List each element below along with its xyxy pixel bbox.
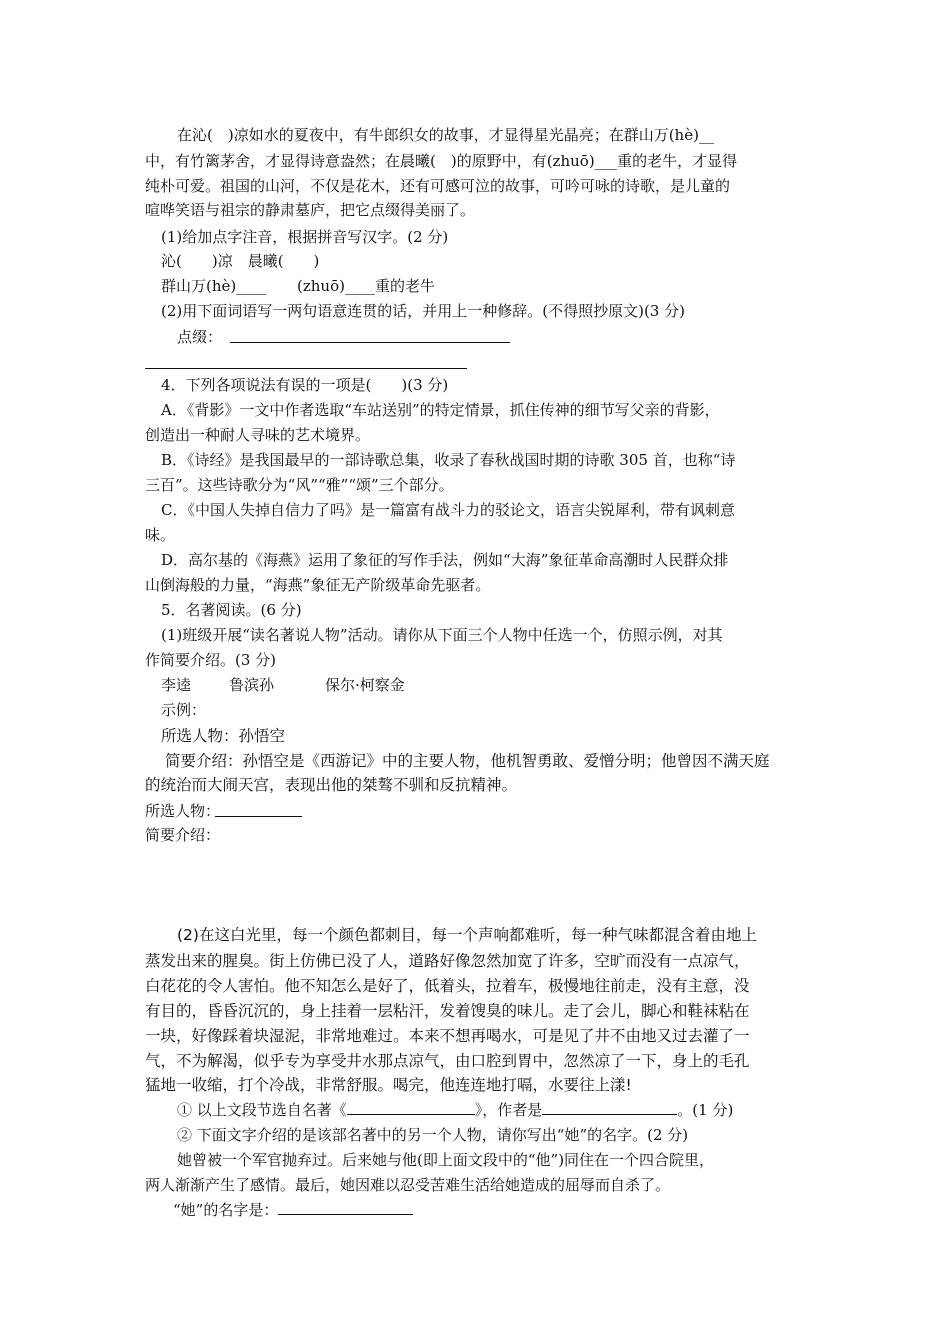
her-description-cont: 两人渐渐产生了感情。最后，她因难以忍受苦难生活给她造成的屈辱而自杀了。 [145, 1176, 671, 1194]
book-title-blank[interactable] [347, 1100, 475, 1115]
q5-title: 5．名著阅读。(6 分) [161, 601, 302, 619]
character-option: 鲁滨孙 [229, 676, 275, 694]
example-intro-cont: 的统治而大闹天宫，表现出他的桀骜不驯和反抗精神。 [145, 776, 518, 794]
example-intro: 简要介绍：孙悟空是《西游记》中的主要人物，他机智勇敢、爱憎分明；他曾因不满天庭 [165, 752, 770, 770]
q4-option-b: B．《诗经》是我国最早的一部诗歌总集，收录了春秋战国时期的诗歌 305 首，也称“诗 [161, 451, 736, 469]
passage-line: 喧哗笑语与祖宗的静肃墓庐，把它点缀得美丽了。 [145, 201, 476, 219]
q5-2-b: ② 下面文字介绍的是该部名著中的另一个人物，请你写出“她”的名字。(2 分) [177, 1126, 689, 1144]
q5-2-a [177, 1100, 733, 1120]
q4-option-a-cont: 创造出一种耐人寻味的艺术境界。 [145, 426, 371, 444]
q4-option-d-cont: 山倒海般的力量，“海燕”象征无产阶级革命先驱者。 [145, 576, 491, 594]
passage-line: 中，有竹篱茅舍，才显得诗意盎然；在晨曦( )的原野中，有(zhuō)___重的老牛，才显得 [145, 152, 738, 170]
author-blank[interactable] [542, 1100, 677, 1115]
excerpt-line: 白花花的令人害怕。他不知怎么是好了，低着头，拉着车，极慢地往前走，没有主意，没 [145, 977, 750, 995]
answer-person-blank[interactable] [215, 804, 302, 817]
character-option: 李逵 [161, 676, 192, 694]
q3-pinyin-row-b: (zhuō)____重的老牛 [297, 277, 435, 295]
q5-2-a-mid: 》，作者是 [474, 1101, 543, 1119]
q4-option-b-cont: 三百”。这些诗歌分为“风”“雅”“颂”三个部分。 [145, 476, 454, 494]
answer-intro-label: 简要介绍： [145, 826, 221, 844]
excerpt-line: 一块，好像踩着块湿泥，非常地难过。本来不想再喝水，可是见了井不由地又过去灌了一 [145, 1027, 750, 1045]
excerpt-line: 气，不为解渴，似乎专为享受井水那点凉气，由口腔到胃中，忽然凉了一下，身上的毛孔 [145, 1052, 750, 1070]
q4-option-c-cont: 味。 [145, 526, 176, 544]
answer-person-label: 所选人物： [145, 802, 221, 820]
dianzhui-answer-line-2[interactable] [145, 356, 467, 369]
q5-sub1: (1)班级开展“读名著说人物”活动。请你从下面三个人物中任选一个，仿照示例，对其 [161, 626, 723, 644]
dianzhui-label: 点缀： [177, 328, 223, 346]
q5-2-a-pre: ① 以上文段节选自名著《 [177, 1101, 347, 1119]
q3-pinyin-row: 沁( )凉 晨曦( ) [161, 252, 320, 270]
excerpt-line: (2)在这白光里，每一个颜色都刺目，每一个声响都难听，每一种气味都混含着由地上 [177, 926, 757, 944]
q4-option-a: A．《背影》一文中作者选取“车站送别”的特定情景，抓住传神的细节写父亲的背影， [161, 401, 720, 419]
q4-option-d: D．高尔基的《海燕》运用了象征的写作手法，例如“大海”象征革命高潮时人民群众排 [161, 551, 729, 569]
excerpt-line: 蒸发出来的腥臭。街上仿佛已没了人，道路好像忽然加宽了许多，空旷而没有一点凉气， [145, 952, 750, 970]
q5-sub1-cont: 作简要介绍。(3 分) [145, 651, 277, 669]
q3-sub2: (2)用下面词语写一两句语意连贯的话，并用上一种修辞。(不得照抄原文)(3 分) [161, 302, 685, 320]
q3-pinyin-row-a: 群山万(hè)____ [161, 277, 267, 295]
her-name-row [173, 1200, 413, 1220]
dianzhui-answer-line[interactable] [230, 330, 510, 343]
passage-line: 纯朴可爱。祖国的山河，不仅是花木，还有可感可泣的故事，可吟可咏的诗歌，是儿童的 [145, 177, 731, 195]
q5-2-a-post: 。(1 分) [677, 1101, 734, 1119]
her-description: 她曾被一个军官抛弃过。后来她与他(即上面文段中的“他”)同住在一个四合院里， [177, 1151, 715, 1169]
character-option: 保尔·柯察金 [325, 676, 405, 694]
excerpt-line: 有目的，昏昏沉沉的，身上挂着一层粘汗，发着馊臭的味儿。走了会儿，脚心和鞋袜粘在 [145, 1002, 750, 1020]
example-person: 所选人物：孙悟空 [161, 727, 286, 745]
passage-line: 在沁( )凉如水的夏夜中，有牛郎织女的故事，才显得星光晶亮；在群山万(hè)__ [177, 126, 714, 144]
excerpt-line: 猛地一收缩，打个冷战，非常舒服。喝完，他连连地打嗝，水要往上漾! [145, 1076, 632, 1094]
q4-title: 4．下列各项说法有误的一项是( )(3 分) [161, 376, 449, 394]
q4-option-c: C．《中国人失掉自信力了吗》是一篇富有战斗力的驳论文，语言尖锐犀利，带有讽刺意 [161, 501, 735, 519]
q3-sub1: (1)给加点字注音，根据拼音写汉字。(2 分) [161, 228, 449, 246]
her-name-label: “她”的名字是： [173, 1201, 279, 1219]
example-label: 示例： [161, 701, 207, 719]
her-name-blank[interactable] [278, 1200, 413, 1215]
